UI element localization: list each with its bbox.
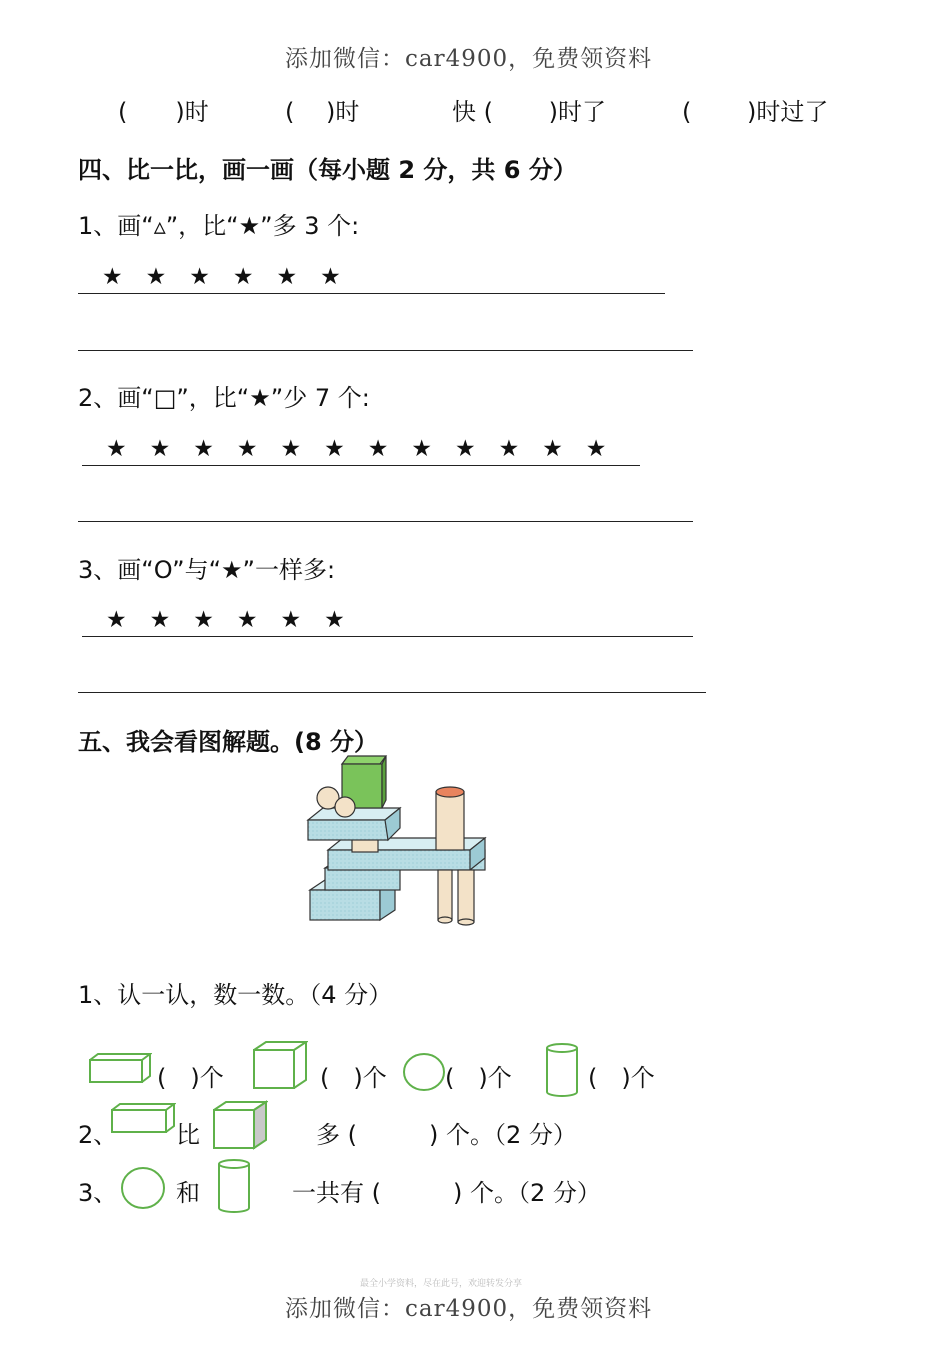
count-blank-cuboid: ( )个	[157, 1064, 224, 1092]
q2-line-2	[78, 521, 693, 522]
footer-faint-text: 最全小学资料，尽在此号，欢迎转发分享	[360, 1279, 523, 1289]
clock-blank-4: ( )时过了	[682, 98, 829, 126]
section4-title: 四、比一比，画一画（每小题 2 分，共 6 分）	[78, 156, 577, 184]
q2-cuboid-icon	[110, 1102, 176, 1134]
clock-blank-2: ( )时	[285, 98, 360, 126]
s5-q3-mid: 和	[176, 1179, 200, 1207]
count-blank-cube: ( )个	[320, 1064, 387, 1092]
watermark-bottom: 添加微信：car4900，免费领资料	[285, 1296, 653, 1322]
q1-label: 1、画“▵”，比“★”多 3 个:	[78, 212, 360, 240]
blocks-illustration	[300, 750, 495, 930]
q1-stars: ★★★★★★	[102, 264, 364, 290]
count-blank-ball: ( )个	[445, 1064, 512, 1092]
q2-label: 2、画“□”，比“★”少 7 个:	[78, 384, 370, 412]
s5-q2-mid: 比	[176, 1121, 200, 1149]
cuboid-icon	[88, 1052, 152, 1084]
q2-stars: ★★★★★★★★★★★★	[106, 436, 630, 462]
q1-line-1	[78, 293, 665, 294]
q3-label: 3、画“O”与“★”一样多:	[78, 556, 336, 584]
q2-cube-icon	[212, 1100, 268, 1150]
count-blank-cylinder: ( )个	[588, 1064, 655, 1092]
q2-line-1	[82, 465, 640, 466]
q3-cylinder-icon	[216, 1158, 252, 1214]
watermark-top: 添加微信：car4900，免费领资料	[285, 46, 653, 72]
cylinder-icon	[544, 1042, 580, 1098]
q3-ball-icon	[120, 1166, 166, 1210]
s5-q3-prefix: 3、	[78, 1179, 118, 1207]
section5-title: 五、我会看图解题。(8 分）	[78, 728, 379, 756]
clock-blank-3: 快 ( )时了	[452, 98, 606, 126]
q3-line-2	[78, 692, 706, 693]
clock-blank-1: ( )时	[118, 98, 209, 126]
s5-q1-label: 1、认一认，数一数。（4 分）	[78, 981, 393, 1009]
ball-icon	[402, 1052, 446, 1092]
q1-line-2	[78, 350, 693, 351]
q3-stars: ★★★★★★	[106, 607, 368, 633]
q3-line-1	[82, 636, 693, 637]
s5-q3-end: 一共有 ( ) 个。（2 分）	[292, 1179, 601, 1207]
cube-icon	[252, 1040, 308, 1090]
s5-q2-end: 多 ( ) 个。（2 分）	[316, 1121, 577, 1149]
s5-q2-prefix: 2、	[78, 1121, 118, 1149]
